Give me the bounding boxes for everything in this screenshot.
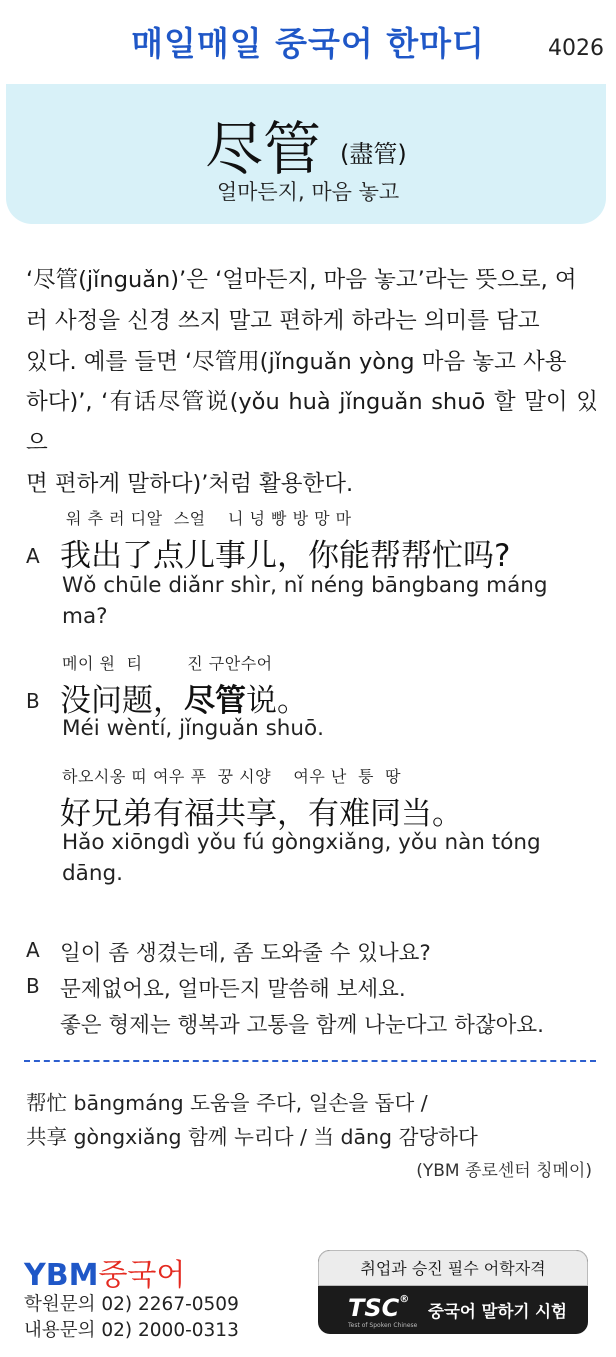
explanation-line: 있다. 예를 들면 ‘尽管用(jǐnguǎn yòng 마음 놓고 사용 — [26, 348, 567, 375]
brand-chinese: 중국어 — [98, 1258, 186, 1293]
dialogue-pinyin: Méi wèntí, jǐnguǎn shuō. — [62, 716, 325, 741]
pronunciation-guide: 하오시옹 띠 여우 푸 꿍 시양 여우 난 퉁 땅 — [62, 767, 402, 786]
vocabulary-line: 帮忙 bāngmáng 도움을 주다, 일손을 돕다 / — [26, 1091, 428, 1115]
tsc-logo-subtitle: Test of Spoken Chinese — [348, 1322, 418, 1329]
translation-line: 좋은 형제는 행복과 고통을 함께 나눈다고 하잖아요. — [60, 1013, 544, 1038]
speaker-label: A — [26, 544, 40, 568]
brand-ybm: YBM — [24, 1258, 99, 1293]
explanation-line: 면 편하게 말하다)’처럼 활용한다. — [26, 470, 354, 497]
dialogue-pinyin: dāng. — [62, 861, 123, 886]
explanation-line: 하다)’, ‘有话尽管说(yǒu huà jǐnguǎn shuō 할 말이 있으 — [26, 389, 598, 457]
hero-traditional: (盡管) — [340, 140, 407, 168]
dialogue-hanzi: 好兄弟有福共享，有难同当。 — [60, 796, 463, 832]
hero-meaning: 얼마든지, 마음 놓고 — [216, 180, 400, 204]
explanation-line: ‘尽管(jǐnguǎn)’은 ‘얼마든지, 마음 놓고’라는 뜻으로, 여 — [26, 267, 577, 293]
hanzi-plain: 没问题， — [60, 683, 184, 719]
pronunciation-guide: 워 추 러 디알 스얼 니 넝 빵 방 망 마 — [66, 509, 352, 528]
tsc-tagline: 취업과 승진 필수 어학자격 — [318, 1250, 588, 1286]
speaker-label: B — [26, 689, 40, 713]
contact-content: 내용문의 02) 2000-0313 — [24, 1320, 239, 1341]
issue-number: 4026 — [548, 36, 604, 61]
tsc-logo-text: TSC — [348, 1294, 400, 1322]
translation-label: B — [26, 974, 40, 998]
hero-word: 尽管 — [205, 115, 322, 183]
author-credit: (YBM 종로센터 칭메이) — [416, 1161, 592, 1181]
hanzi-tail: 说。 — [246, 683, 308, 719]
pronunciation-guide: 메이 원 티 진 구안수어 — [62, 654, 273, 673]
ybm-logo[interactable] — [24, 1250, 185, 1294]
tsc-registered-mark: ® — [399, 1294, 410, 1305]
dialogue-pinyin: Wǒ chūle diǎnr shìr, nǐ néng bāngbang máng — [62, 573, 548, 598]
dialogue-pinyin: ma? — [62, 604, 108, 629]
translation-label: A — [26, 938, 40, 962]
tsc-name: 중국어 말하기 시험 — [428, 1302, 568, 1321]
explanation-paragraph — [26, 260, 598, 505]
translation-line: 문제없어요, 얼마든지 말씀해 보세요. — [60, 977, 406, 1002]
dialogue-hanzi: 我出了点儿事儿，你能帮帮忙吗? — [60, 538, 511, 574]
contact-academy: 학원문의 02) 2267-0509 — [24, 1294, 239, 1315]
tsc-banner[interactable] — [318, 1250, 588, 1334]
tsc-logo — [348, 1294, 409, 1322]
section-divider — [24, 1060, 596, 1062]
hanzi-keyword: 尽管 — [184, 683, 246, 719]
translation-line: 일이 좀 생겼는데, 좀 도와줄 수 있나요? — [60, 941, 431, 966]
dialogue-pinyin: Hǎo xiōngdì yǒu fú gòngxiǎng, yǒu nàn tóng — [62, 830, 541, 855]
series-title: 매일매일 중국어 한마디 — [131, 24, 485, 63]
explanation-line: 러 사정을 신경 쓰지 말고 편하게 하라는 의미를 담고 — [26, 307, 540, 334]
vocabulary-line: 共享 gòngxiǎng 함께 누리다 / 当 dāng 감당하다 — [26, 1125, 478, 1149]
